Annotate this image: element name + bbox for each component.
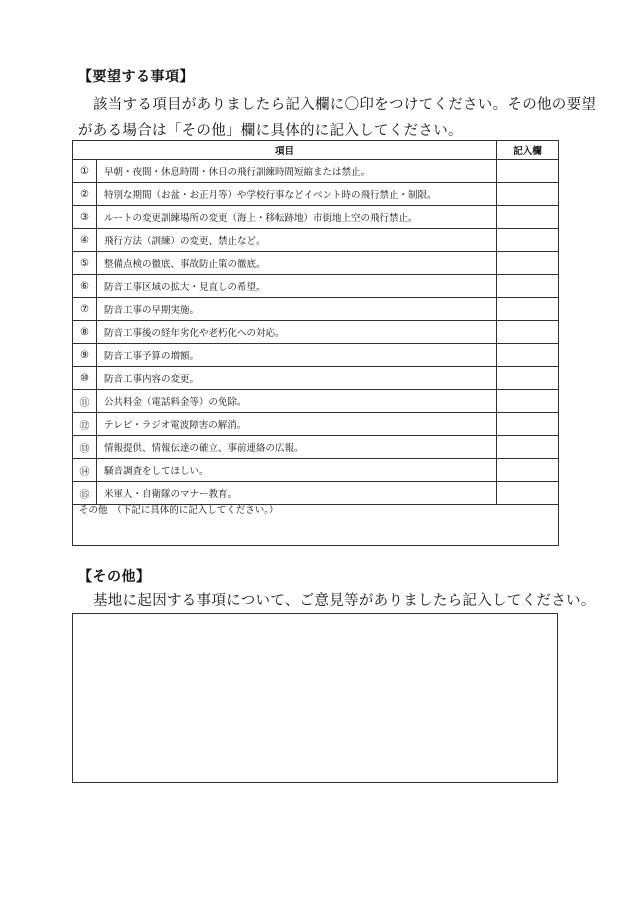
other-instructions	[78, 588, 596, 614]
other-comments-box[interactable]	[72, 613, 558, 783]
table-row	[73, 482, 559, 505]
item-number: ④	[73, 229, 97, 252]
item-number: ⑮	[73, 482, 97, 505]
item-mark-cell[interactable]	[497, 252, 559, 275]
request-items-table	[72, 140, 559, 546]
item-mark-cell[interactable]	[497, 183, 559, 206]
item-number: ⑨	[73, 344, 97, 367]
item-text: 特別な期間（お盆・お正月等）や学校行事などイベント時の飛行禁止・制限。	[97, 183, 497, 206]
other-instruction-line: 基地に起因する事項について、ご意見等がありましたら記入してください。	[93, 593, 596, 609]
other-row	[73, 505, 559, 546]
item-mark-cell[interactable]	[497, 459, 559, 482]
table-row	[73, 183, 559, 206]
item-text: 防音工事内容の変更。	[97, 367, 497, 390]
item-mark-cell[interactable]	[497, 206, 559, 229]
item-text: 早朝・夜間・休息時間・休日の飛行訓練時間短縮または禁止。	[97, 160, 497, 183]
item-mark-cell[interactable]	[497, 321, 559, 344]
table-row	[73, 229, 559, 252]
table-row	[73, 206, 559, 229]
request-section-heading: 【要望する事項】	[78, 69, 194, 85]
item-number: ⑫	[73, 413, 97, 436]
item-mark-cell[interactable]	[497, 160, 559, 183]
item-text: 整備点検の徹底、事故防止策の徹底。	[97, 252, 497, 275]
item-number: ⑤	[73, 252, 97, 275]
item-mark-cell[interactable]	[497, 482, 559, 505]
table-row	[73, 252, 559, 275]
item-text: 防音工事後の経年劣化や老朽化への対応。	[97, 321, 497, 344]
instruction-line-2: がある場合は「その他」欄に具体的に記入してください。	[78, 123, 463, 139]
table-row	[73, 321, 559, 344]
other-input-cell[interactable]: その他 （下記に具体的に記入してください。）	[73, 505, 559, 546]
table-row	[73, 298, 559, 321]
item-number: ⑭	[73, 459, 97, 482]
item-text: ルートの変更訓練場所の変更（海上・移転跡地）市街地上空の飛行禁止。	[97, 206, 497, 229]
table-row	[73, 413, 559, 436]
item-mark-cell[interactable]	[497, 413, 559, 436]
item-number: ⑩	[73, 367, 97, 390]
item-number: ⑧	[73, 321, 97, 344]
item-mark-cell[interactable]	[497, 298, 559, 321]
item-mark-cell[interactable]	[497, 390, 559, 413]
table-row	[73, 275, 559, 298]
item-number: ⑥	[73, 275, 97, 298]
table-row	[73, 459, 559, 482]
other-section-heading: 【その他】	[78, 569, 151, 585]
item-text: テレビ・ラジオ電波障害の解消。	[97, 413, 497, 436]
item-number: ⑪	[73, 390, 97, 413]
item-text: 防音工事区域の拡大・見直しの希望。	[97, 275, 497, 298]
item-text: 防音工事予算の増額。	[97, 344, 497, 367]
table-row	[73, 367, 559, 390]
item-mark-cell[interactable]	[497, 229, 559, 252]
item-text: 米軍人・自衛隊のマナー教育。	[97, 482, 497, 505]
request-instructions	[78, 92, 596, 144]
item-mark-cell[interactable]	[497, 436, 559, 459]
item-text: 公共料金（電話料金等）の免除。	[97, 390, 497, 413]
column-header-mark: 記入欄	[497, 141, 559, 160]
item-mark-cell[interactable]	[497, 275, 559, 298]
column-header-item: 項目	[73, 141, 497, 160]
item-text: 飛行方法（訓練）の変更、禁止など。	[97, 229, 497, 252]
item-number: ②	[73, 183, 97, 206]
table-row	[73, 436, 559, 459]
item-number: ⑬	[73, 436, 97, 459]
item-text: 騒音調査をしてほしい。	[97, 459, 497, 482]
table-header-row	[73, 141, 559, 160]
item-text: 情報提供、情報伝達の確立、事前連絡の広報。	[97, 436, 497, 459]
item-mark-cell[interactable]	[497, 367, 559, 390]
table-row	[73, 390, 559, 413]
instruction-line-1: 該当する項目がありましたら記入欄に〇印をつけてください。その他の要望	[93, 97, 597, 113]
item-number: ①	[73, 160, 97, 183]
item-text: 防音工事の早期実施。	[97, 298, 497, 321]
item-number: ⑦	[73, 298, 97, 321]
table-row	[73, 160, 559, 183]
table-row	[73, 344, 559, 367]
item-number: ③	[73, 206, 97, 229]
item-mark-cell[interactable]	[497, 344, 559, 367]
